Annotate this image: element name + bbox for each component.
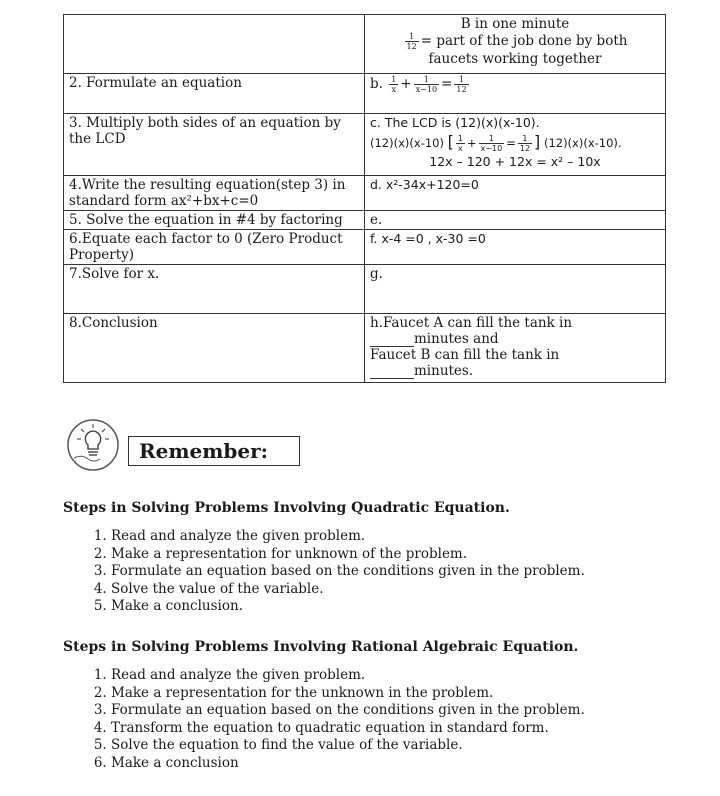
table-row [64,176,666,211]
list-item: 5. Solve the equation to find the value of the variable. [111,737,585,755]
list-item: 5. Make a conclusion. [111,598,585,616]
answer-line: c. The LCD is (12)(x)(x-10). [370,115,540,130]
table-row [64,114,666,176]
list-item: 2. Make a representation for the unknown in the problem. [111,685,585,703]
answer-line: h.Faucet A can fill the tank in [370,315,573,331]
list-item: 3. Formulate an equation based on the conditions given in the problem. [111,702,585,720]
answer-line: B in one minute [460,16,570,32]
answer-cell: e. [365,211,666,230]
answer-line: Faucet B can fill the tank in [370,347,560,363]
solution-steps-table [63,14,666,383]
answer-line: minutes. [370,363,660,379]
quadratic-steps-list [87,528,585,616]
step-cell: 3. Multiply both sides of an equation by the LCD [64,114,365,176]
answer-cell: g. [365,265,666,314]
table-row [64,265,666,314]
rational-steps-title: Steps in Solving Problems Involving Rational Algebraic Equation. [63,639,579,655]
answer-line: faucets working together [428,51,602,67]
list-item: 2. Make a representation for unknown of the problem. [111,546,585,564]
step-cell: 4.Write the resulting equation(step 3) in standard form ax²+bx+c=0 [64,176,365,211]
answer-line: (12)(x)(x-10) [ $\frac{1}{x}$ + $\frac{1}{x-10}$ = $\frac{1}{12}$ ] (12)(x)(x-10). [370,132,622,153]
list-item: 1. Read and analyze the given problem. [111,528,585,546]
answer-cell [365,114,666,176]
step-cell: 5. Solve the equation in #4 by factoring [64,211,365,230]
step-cell: 7.Solve for x. [64,265,365,314]
table-row [64,211,666,230]
answer-cell [365,15,666,74]
answer-line: 12x – 120 + 12x = x² – 10x [429,154,601,169]
table-row [64,74,666,114]
step-cell: 8.Conclusion [64,314,365,383]
answer-cell: f. x-4 =0 , x-30 =0 [365,230,666,265]
lightbulb-icon [66,418,120,472]
table-row [64,230,666,265]
step-cell: 6.Equate each factor to 0 (Zero Product Property) [64,230,365,265]
answer-line: minutes and [370,331,660,347]
list-item: 4. Transform the equation to quadratic equation in standard form. [111,720,585,738]
fill-blank [370,334,414,347]
answer-cell: b. $\frac{1}{x}$ + $\frac{1}{x-10}$ = $\frac{1}{12}$ [365,74,666,114]
fraction: $\frac{1}{12}$ [456,75,467,94]
fraction: $\frac{1}{x-10}$ [415,75,438,94]
quadratic-steps-title: Steps in Solving Problems Involving Quadratic Equation. [63,500,510,516]
answer-cell [365,314,666,383]
answer-cell: d. x²-34x+120=0 [365,176,666,211]
answer-line: $\frac{1}{12}$ = part of the job done by both [406,32,628,51]
list-item: 6. Make a conclusion [111,755,585,773]
table-row [64,314,666,383]
fraction: $\frac{1}{x}$ [391,75,397,94]
list-item: 3. Formulate an equation based on the conditions given in the problem. [111,563,585,581]
list-item: 4. Solve the value of the variable. [111,581,585,599]
list-item: 1. Read and analyze the given problem. [111,667,585,685]
step-cell [64,15,365,74]
step-cell: 2. Formulate an equation [64,74,365,114]
table-row [64,15,666,74]
fill-blank [370,366,414,379]
remember-heading: Remember: [128,436,300,466]
rational-steps-list [87,667,585,772]
fraction: $\frac{1}{12}$ [406,32,417,51]
